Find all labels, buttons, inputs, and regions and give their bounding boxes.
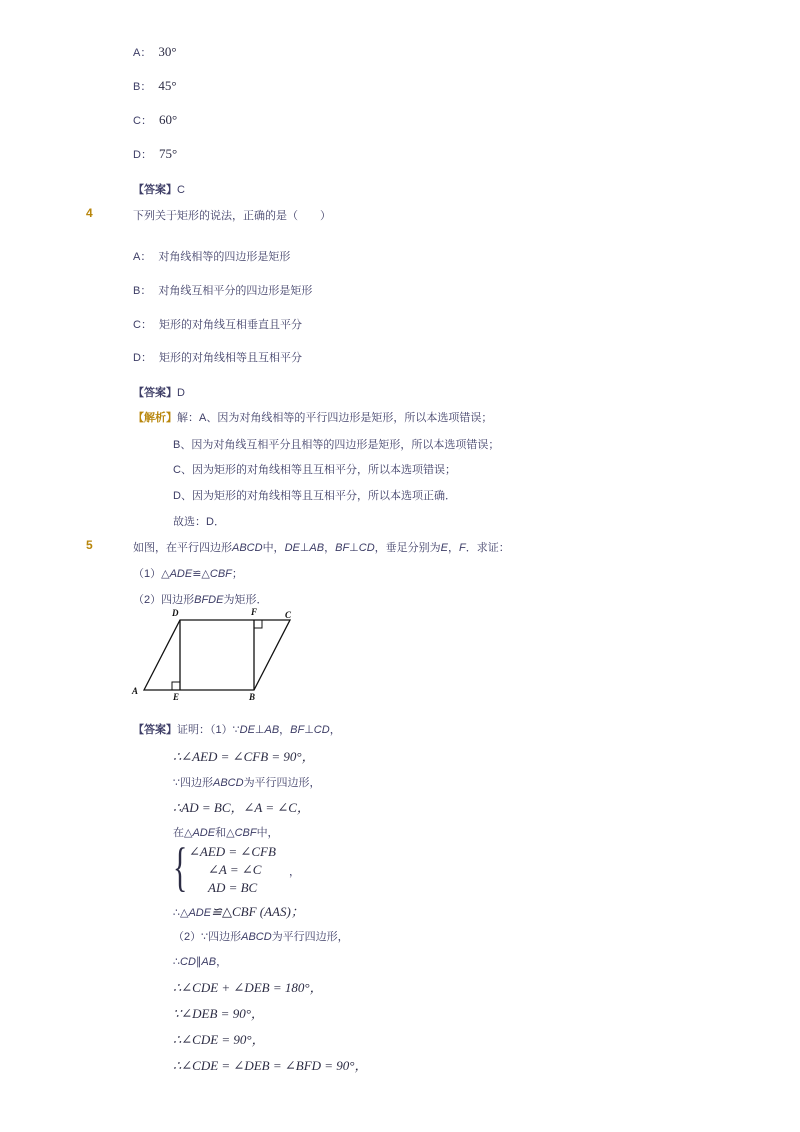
option-value: 45°	[158, 78, 177, 93]
stem-condition-1: DE⊥AB	[284, 542, 325, 554]
option-text: 矩形的对角线相等且互相平分	[159, 352, 303, 364]
part-prefix: （2）四边形	[133, 594, 195, 606]
q5-proof-line-4: ∴AD = BC，∠A = ∠C，	[173, 800, 310, 815]
option-text: 对角线互相平分的四边形是矩形	[158, 285, 313, 297]
q5-part-2	[133, 591, 267, 607]
option-value: 60°	[159, 112, 178, 127]
stem-text: 如图，在平行四边形	[133, 542, 232, 554]
proof-expr: ADE	[188, 907, 212, 919]
q5-proof-line-5	[173, 824, 279, 840]
stem-text: ，	[324, 542, 336, 554]
label-a: A	[132, 686, 139, 696]
option-letter: A：	[133, 47, 152, 59]
stem-text: ，垂足分别为	[374, 542, 441, 554]
answer-tag: 【答案】	[133, 387, 177, 399]
option-text: 矩形的对角线互相垂直且平分	[159, 319, 303, 331]
stem-point-e: E	[440, 542, 448, 554]
answer-tag: 【答案】	[133, 184, 177, 196]
proof-text: 中，	[256, 827, 279, 839]
label-e: E	[173, 692, 180, 702]
analysis-tag: 【解析】	[133, 412, 177, 424]
option-value: 30°	[158, 44, 177, 59]
option-letter: B：	[133, 285, 152, 297]
part-expression: BFDE	[194, 594, 224, 606]
q4-analysis-line-3: C、因为矩形的对角线相等且互相平分，所以本选项错误；	[173, 464, 456, 476]
q4-option-c	[133, 316, 302, 332]
proof-text: ∴△	[173, 907, 189, 919]
q5-proof-line-3	[173, 774, 321, 790]
option-text: 对角线相等的四边形是矩形	[158, 251, 291, 263]
label-d: D	[172, 608, 179, 618]
option-letter: C：	[133, 115, 152, 127]
stem-condition-2: BF⊥CD	[335, 542, 375, 554]
proof-text: 为平行四边形，	[271, 931, 349, 943]
proof-expr: ABCD	[213, 777, 244, 789]
q4-option-d	[133, 349, 302, 365]
q5-proof-line-10: ∵∠DEB = 90°，	[173, 1006, 264, 1021]
right-angle-e	[172, 682, 180, 690]
q4-stem: 下列关于矩形的说法，正确的是（ ）	[133, 210, 331, 222]
answer-value: D	[177, 387, 185, 399]
label-b: B	[249, 692, 256, 702]
proof-expr: CD∥AB	[180, 956, 217, 968]
label-c: C	[285, 610, 292, 620]
answer-tag: 【答案】	[133, 724, 177, 736]
q3-option-b	[133, 78, 177, 94]
q5-proof-line-9: ∴∠CDE + ∠DEB = 180°，	[173, 980, 323, 995]
part-suffix: ；	[231, 568, 243, 580]
option-letter: A：	[133, 251, 152, 263]
q4-answer	[133, 384, 185, 400]
proof-expr: BF⊥CD	[290, 724, 330, 736]
option-letter: D：	[133, 352, 152, 364]
proof-expr: ADE	[192, 827, 216, 839]
label-f: F	[251, 607, 258, 617]
part-expression: △ADE≌△CBF	[161, 568, 232, 580]
question-number-5: 5	[86, 538, 93, 552]
analysis-text: 解：A、因为对角线相等的平行四边形是矩形，所以本选项错误；	[177, 412, 493, 424]
stem-text: 中，	[262, 542, 285, 554]
proof-expr: DE⊥AB	[239, 724, 280, 736]
q3-option-d	[133, 146, 177, 162]
proof-text: （2）∵四边形	[173, 931, 242, 943]
system-comma: ，	[289, 866, 300, 878]
question-number-4: 4	[86, 206, 93, 220]
proof-expr: ABCD	[241, 931, 272, 943]
q4-analysis-line-2: B、因为对角线互相平分且相等的四边形是矩形，所以本选项错误；	[173, 439, 500, 451]
stem-text: ，	[447, 542, 459, 554]
proof-text: ∵四边形	[173, 777, 213, 789]
q5-proof-line-6	[173, 901, 304, 920]
system-brace: {	[173, 837, 188, 897]
q4-analysis-line-4: D、因为矩形的对角线相等且互相平分，所以本选项正确．	[173, 490, 456, 502]
proof-expr: ≌△CBF (AAS)；	[211, 904, 304, 919]
q5-proof-line-2: ∴∠AED = ∠CFB = 90°，	[173, 749, 315, 764]
proof-text: 证明：（1）∵	[177, 724, 240, 736]
q4-analysis-line-1	[133, 409, 492, 425]
stem-point-f: F	[458, 542, 466, 554]
q5-proof-line-7	[173, 928, 349, 944]
q5-part-1	[133, 565, 243, 581]
option-letter: B：	[133, 81, 152, 93]
option-letter: C：	[133, 319, 152, 331]
q3-option-c	[133, 112, 177, 128]
parallelogram-abcd	[144, 620, 290, 690]
stem-text: ．求证：	[465, 542, 510, 554]
option-value: 75°	[159, 146, 178, 161]
proof-text: ，	[279, 724, 291, 736]
q5-proof-line-8	[173, 953, 227, 969]
q5-proof-line-11: ∴∠CDE = 90°，	[173, 1032, 265, 1047]
system-eq-1: ∠AED = ∠CFB	[189, 844, 276, 859]
system-eq-2: ∠A = ∠C	[208, 862, 262, 877]
q5-proof-line-12: ∴∠CDE = ∠DEB = ∠BFD = 90°，	[173, 1058, 368, 1073]
q5-proof-line-1	[133, 721, 341, 737]
proof-text: 和△	[215, 827, 235, 839]
part-suffix: 为矩形．	[223, 594, 268, 606]
q4-option-b	[133, 282, 312, 298]
q4-option-a	[133, 248, 290, 264]
proof-text: 在△	[173, 827, 193, 839]
option-letter: D：	[133, 149, 152, 161]
proof-text: ，	[329, 724, 341, 736]
parallelogram-figure	[128, 606, 298, 702]
q3-answer	[133, 181, 185, 197]
right-angle-f	[254, 620, 262, 628]
stem-parallelogram: ABCD	[232, 542, 263, 554]
part-prefix: （1）	[133, 568, 162, 580]
q4-analysis-line-5: 故选：D．	[173, 516, 225, 528]
answer-value: C	[177, 184, 185, 196]
q5-stem	[133, 539, 510, 555]
proof-text: ，	[216, 956, 228, 968]
q3-option-a	[133, 44, 177, 60]
proof-text: ∴	[173, 956, 180, 968]
proof-expr: CBF	[234, 827, 257, 839]
proof-text: 为平行四边形，	[243, 777, 321, 789]
system-eq-3: AD = BC	[208, 880, 258, 895]
